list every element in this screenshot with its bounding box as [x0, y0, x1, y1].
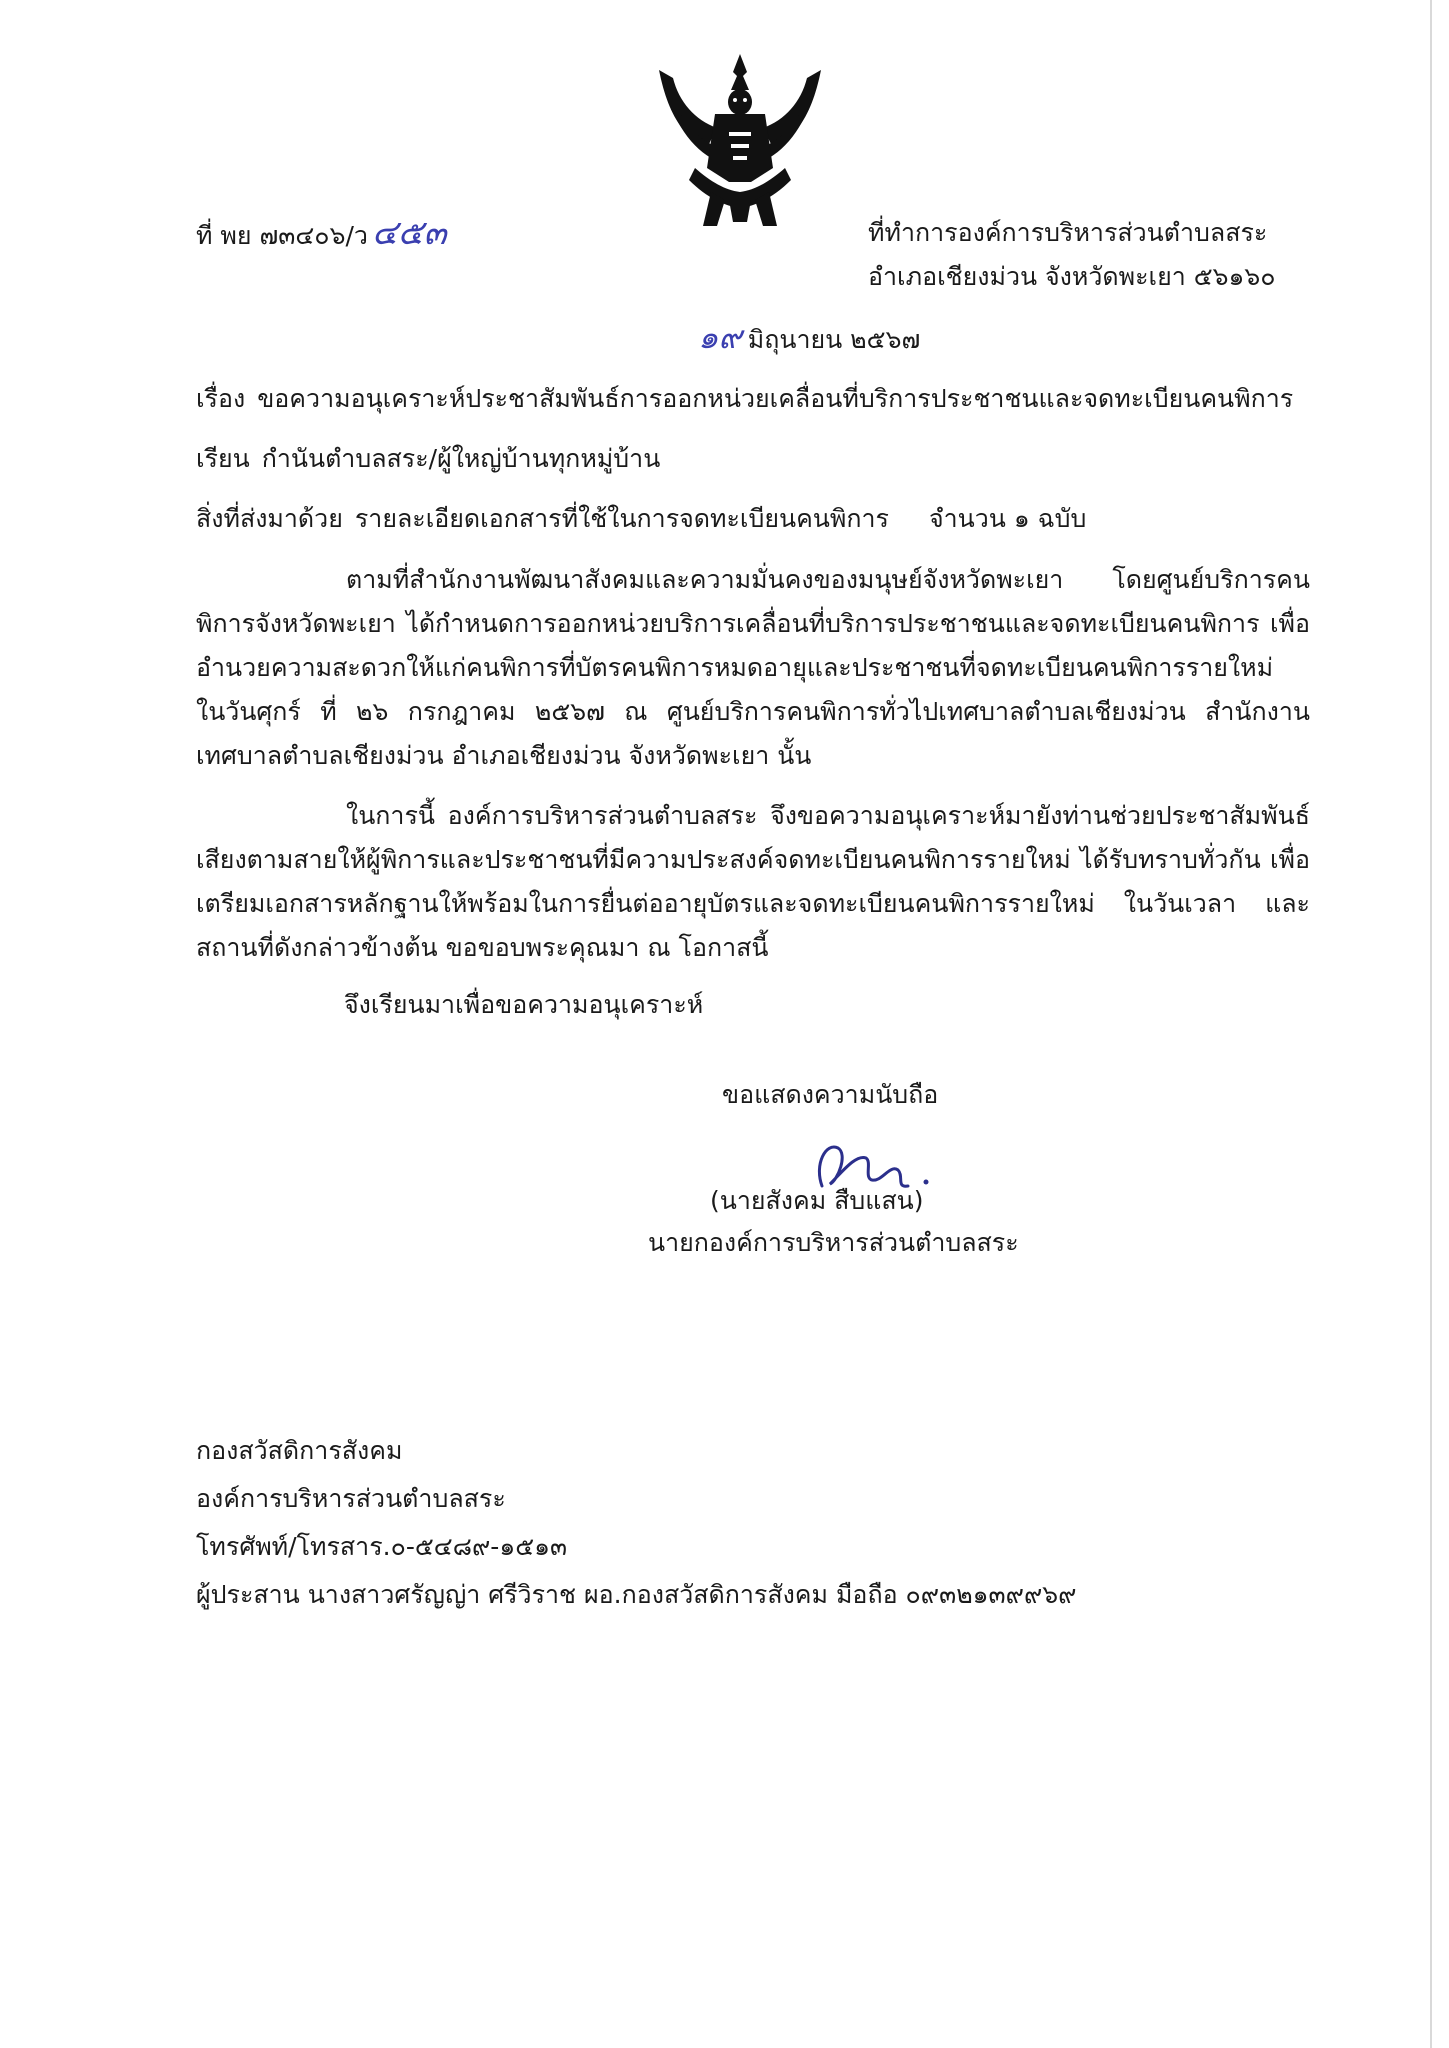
- footer-division: กองสวัสดิการสังคม: [196, 1436, 403, 1465]
- letter-date: [698, 318, 921, 356]
- enclosure-line: [196, 504, 1086, 534]
- office-address-line1: ที่ทำการองค์การบริหารส่วนตำบลสระ: [868, 218, 1268, 247]
- footer-organization: องค์การบริหารส่วนตำบลสระ: [196, 1484, 506, 1513]
- footer-phone-fax: โทรศัพท์/โทรสาร.๐-๕๔๘๙-๑๕๑๓: [196, 1532, 568, 1561]
- scan-edge-line: [1430, 0, 1432, 2048]
- footer-coordinator: ผู้ประสาน นางสาวศรัญญ่า ศรีวิราช ผอ.กองสวัสดิการสังคม มือถือ ๐๙๓๒๑๓๙๙๖๙: [196, 1580, 1077, 1609]
- reference-number-handwritten: ๔๕๓: [371, 213, 447, 253]
- reference-number: [196, 213, 447, 253]
- date-day-handwritten: ๑๙: [698, 318, 742, 356]
- enclosure-text: รายละเอียดเอกสารที่ใช้ในการจดทะเบียนคนพิการ: [354, 504, 889, 533]
- body-paragraph-2: ในการนี้ องค์การบริหารส่วนตำบลสระ จึงขอความอนุเคราะห์มายังท่านช่วยประชาสัมพันธ์เสียงตามสายให้ผู้พิการและประชาชนที่มีความประสงค์จดทะเบียนคนพิการรายใหม่ ได้รับทราบทั่วกัน เพื่อเตรียมเอกสารหลักฐานให้พร้อมในการยื่นต่ออายุบัตรและจดทะเบียนคนพิการรายใหม่ ในวันเวลา และสถานที่ดังกล่าวข้างต้น ขอขอบพระคุณมา ณ โอกาสนี้: [196, 801, 1310, 962]
- enclosure-quantity: จำนวน ๑ ฉบับ: [928, 504, 1087, 533]
- garuda-emblem-icon: [655, 50, 825, 230]
- signer-title: นายกองค์การบริหารส่วนตำบลสระ: [648, 1228, 1019, 1257]
- subject-text: ขอความอนุเคราะห์ประชาสัมพันธ์การออกหน่วยเคลื่อนที่บริการประชาชนและจดทะเบียนคนพิการ: [257, 384, 1294, 413]
- recipient-label: เรียน: [196, 444, 250, 473]
- subject-line: [196, 384, 1293, 414]
- regards-text: ขอแสดงความนับถือ: [722, 1080, 939, 1109]
- reference-number-printed: ที่ พย ๗๓๔๐๖/ว: [196, 221, 368, 250]
- body-paragraph-1: ตามที่สำนักงานพัฒนาสังคมและความมั่นคงของมนุษย์จังหวัดพะเยา โดยศูนย์บริการคนพิการจังหวัดพะเยา ได้กำหนดการออกหน่วยบริการเคลื่อนที่บริการประชาชนและจดทะเบียนคนพิการ เพื่ออำนวยความสะดวกให้แก่คนพิการที่บัตรคนพิการหมดอายุและประชาชนที่จดทะเบียนคนพิการรายใหม่ ในวันศุกร์ ที่ ๒๖ กรกฎาคม ๒๕๖๗ ณ ศูนย์บริการคนพิการทั่วไปเทศบาลตำบลเชียงม่วน สำนักงานเทศบาลตำบลเชียงม่วน อำเภอเชียงม่วน จังหวัดพะเยา นั้น: [196, 565, 1310, 770]
- closing-sentence: จึงเรียนมาเพื่อขอความอนุเคราะห์: [344, 990, 704, 1019]
- date-month-year: มิถุนายน ๒๕๖๗: [747, 325, 921, 354]
- subject-label: เรื่อง: [196, 384, 246, 413]
- office-address-line2: อำเภอเชียงม่วน จังหวัดพะเยา ๕๖๑๖๐: [868, 262, 1276, 291]
- signer-name: (นายสังคม สืบแสน): [710, 1186, 924, 1215]
- recipient-line: [196, 444, 660, 474]
- enclosure-label: สิ่งที่ส่งมาด้วย: [196, 504, 343, 533]
- recipient-text: กำนันตำบลสระ/ผู้ใหญ่บ้านทุกหมู่บ้าน: [261, 444, 661, 473]
